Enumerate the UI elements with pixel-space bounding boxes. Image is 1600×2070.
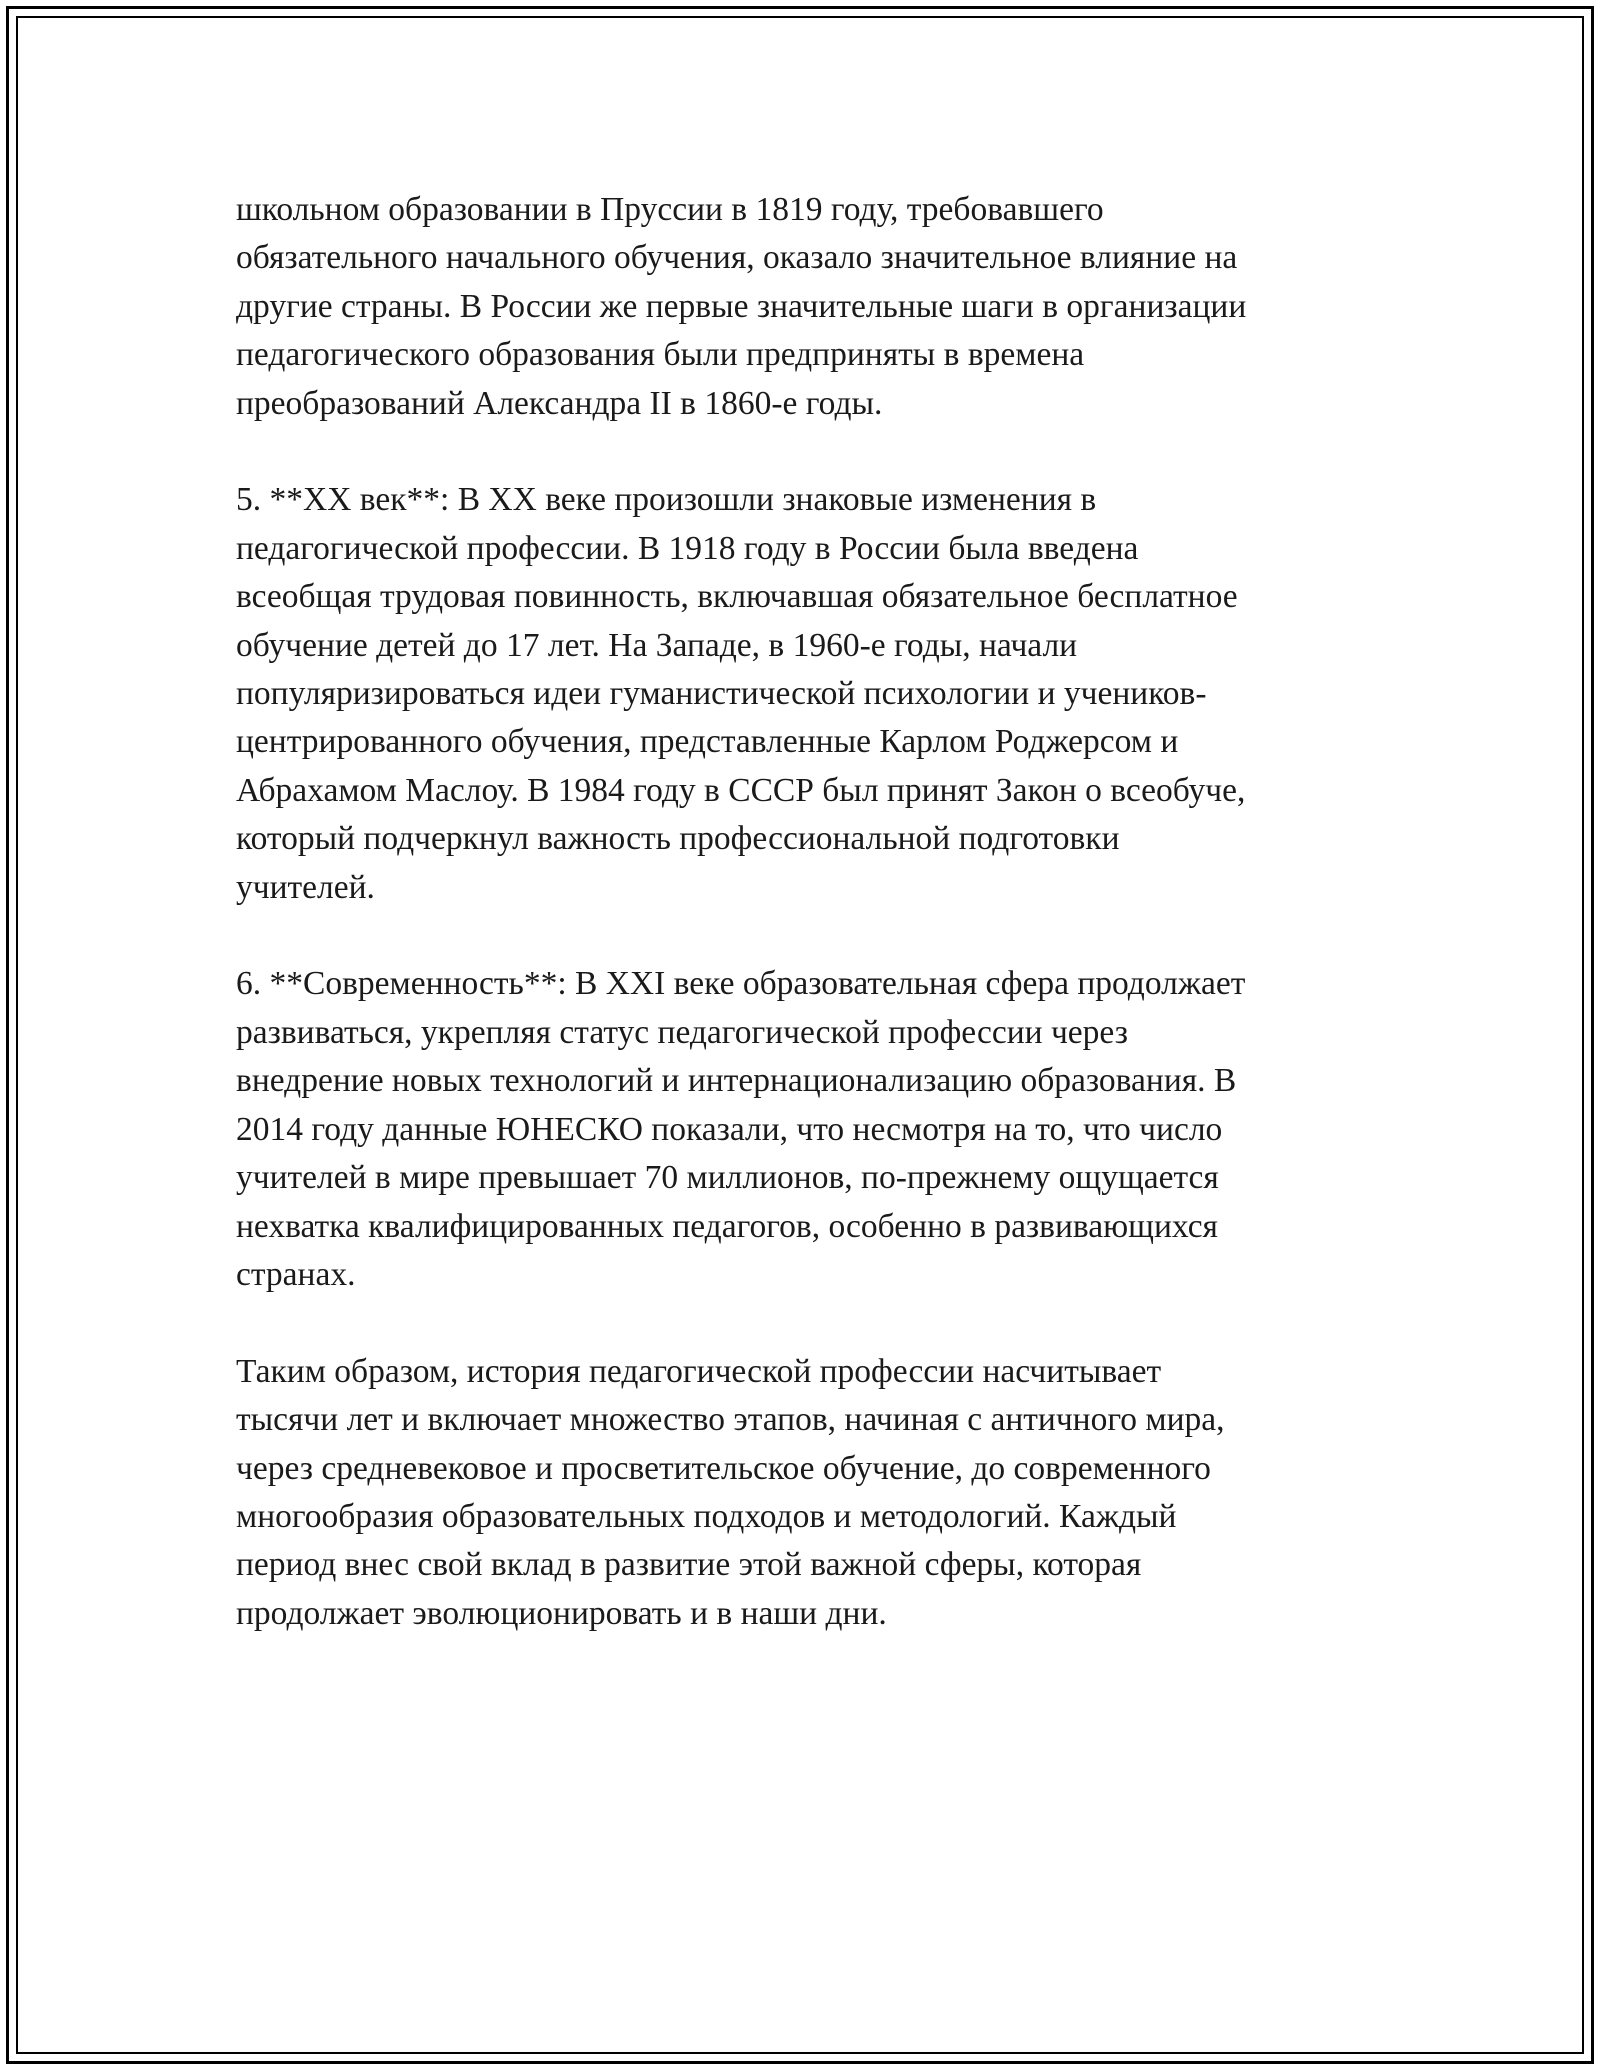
paragraph-conclusion: Таким образом, история педагогической профессии насчитывает тысячи лет и включает множество этапов, начиная с античного мира, через средневековое и просветительское обучение, до современного многообразия образовательных подходов и методологий. Каждый период внес свой вклад в развитие этой важной сферы, которая продолжает эволюционировать и в наши дни.	[236, 1352, 1225, 1632]
document-body	[236, 186, 1366, 1687]
paragraph-xx-century: 5. **XX век**: В XX веке произошли знаковые изменения в педагогической профессии. В 1918 году в России была введена всеобщая трудовая повинность, включавшая обязательное бесплатное обучение детей до 17 лет. На Западе, в 1960-е годы, начали популяризироваться идеи гуманистической психологии и учеников- центрированного обучения, представленные Карлом Роджерсом и Абрахамом Маслоу. В 1984 году в СССР был принят Закон о всеобуче, который подчеркнул важность профессиональной подготовки учителей.	[236, 481, 1246, 906]
paragraph-modernity: 6. **Современность**: В XXI веке образовательная сфера продолжает развиваться, укрепляя статус педагогической профессии через внедрение новых технологий и интернационализацию образования. В 2014 году данные ЮНЕСКО показали, что несмотря на то, что число учителей в мире превышает 70 миллионов, по-прежнему ощущается нехватка квалифицированных педагогов, особенно в развивающихся странах.	[236, 965, 1246, 1293]
paragraph-prussia-russia: школьном образовании в Пруссии в 1819 году, требовавшего обязательного начального обучения, оказало значительное влияние на другие страны. В России же первые значительные шаги в организации педагогического образования были предприняты в времена преобразований Александра II в 1860-е годы.	[236, 191, 1247, 422]
